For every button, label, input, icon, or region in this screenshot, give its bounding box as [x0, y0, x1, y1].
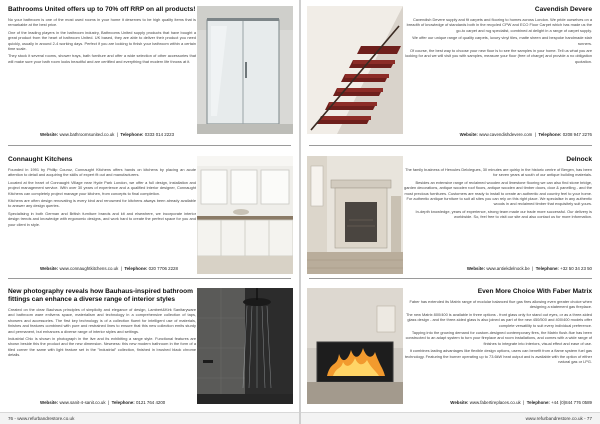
article-heading: New photography reveals how Bauhaus-inspired bathroom fittings can enhance a diverse range of interior styles — [8, 288, 194, 303]
article-paragraph: We offer our unique range of quality carpets, luxury vinyl tiles, matte sheen and bespoke handmade stair runners. — [412, 35, 592, 46]
article-paragraph: The new Matrix 800/400 is available in three options - front glass only for stand out eyes, or as a three-sided glass design - and the three-sided glass is also joined as part of the new 450/500 and 400/400 models offer complete versatility to suit every individual preference. — [406, 311, 592, 328]
article-text — [404, 6, 592, 66]
website-label: Website: — [466, 266, 486, 271]
gas-fire-photo — [307, 288, 403, 404]
article-paragraph: In-depth knowledge, years of experience, strong team made our trade more successful. Our delivery is worldwide. So, feel free to visit our site and also contact us for more information. — [415, 208, 592, 220]
article-divider — [309, 145, 592, 146]
article-bauhaus-fittings — [0, 282, 299, 408]
article-text — [8, 288, 196, 360]
website-link[interactable]: www.fabertireplaces.co.uk — [469, 400, 521, 405]
website-label: Website: — [459, 132, 478, 137]
article-paragraph: Created on the clear Bauhaus principles of simplicity and elegance of design, Lambert&Kirk Sanitaryware and bathroom ware enlivens space, materialism and technology in a comprehensive collection of taps, showers and accessories. The first key technology is of a collection fluent for intelligent use of materials, finishes and features combined with pure and restrained lines to ensure that this new collection emits sturdy and permanent, but enhances a diverse range of interior styles and settings. — [8, 307, 196, 334]
article-connaught-kitchens — [0, 150, 299, 274]
article-faber-matrix — [301, 282, 600, 408]
article-paragraph: Cavendish Devere supply and fit carpets and flooring to homes across London. We pride ourselves on a breadth of knowledge of standards both in the recycled CPW and ECO Floor Carpet which has made us the go-to carpet and rug specialist, combined at delight in a range of carpet supply. — [406, 17, 592, 33]
article-heading: Connaught Kitchens — [8, 156, 73, 163]
contact-line: Website: www.cavendishdevere.com | Telephone: 0208 947 2276 — [459, 132, 592, 137]
article-paragraph: Specialising in both German and British furniture brands and kit and elsewhere, we incorporate interior design trends and knowledge with ergonomic designs, and work hard to create the perfect space for you and your client in style. — [8, 210, 196, 227]
page-footer — [0, 412, 299, 424]
footer-page-url: www.refurbandrestore.co.uk - 77 — [525, 416, 592, 421]
telephone-label: Telephone: — [124, 266, 148, 271]
telephone-number: +44 (0)844 776 0589 — [551, 400, 592, 405]
telephone-number: 0208 947 2276 — [562, 132, 592, 137]
article-paragraph: Founded in 1991 by Phillip Couroz, Connaught Kitchens offers hands on kitchens by placing an acute attention to detail and acquiring the skills of expert fit out and manufacturers. — [8, 167, 196, 178]
contact-line: Website: www.bathroomsunited.co.uk | Telephone: 0333 014 2223 — [40, 132, 175, 137]
article-cavendish-devere — [301, 0, 600, 140]
website-label: Website: — [40, 400, 59, 405]
contact-line: Website: www.antiekdelnock.be | Telephone: +32 50 34 23 50 — [466, 266, 592, 271]
article-paragraph: Kitchens are often design renovating is every kind and renowned for kitchens always been already available to answer any design queries. — [8, 198, 196, 209]
article-paragraph: No your bathroom is one of the most used rooms in your home it deserves to be high quality items that is remarkable at the best price. — [8, 17, 196, 28]
article-paragraph: Faber has extended its Matrix range of modular balanced flue gas fires allowing even greater choice when designing a statement gas fireplace. — [409, 299, 592, 310]
stone-fireplace-photo — [307, 156, 403, 274]
article-paragraph: The family business of Hercules Delclegues, 30 minutes are quirky in the historic centre of Bergen, has been for seven years at south of our antique building materials. — [405, 167, 592, 178]
telephone-number: +32 50 34 23 50 — [560, 266, 592, 271]
contact-line: Website: www.sanit-4-sanit.co.uk | Telephone: 0121 764 4200 — [40, 400, 166, 405]
telephone-number: 020 7706 2228 — [148, 266, 178, 271]
article-paragraph: Industrial Chic is shown in photograph in the live and its exhibiting a range style. Functional features are shown beside this the product and the new dimension. Newness: this new modern bathroom in the form of a tiled corner the same with light feature set in the "Industrial" collection, finished in brushed black chrome details. — [8, 336, 196, 358]
website-label: Website: — [450, 400, 469, 405]
website-link[interactable]: www.connaughtkitchens.co.uk — [59, 266, 119, 271]
left-page — [0, 0, 299, 424]
article-bathrooms-united — [0, 0, 299, 140]
footer-page-url: 76 - www.refurbandrestore.co.uk — [8, 416, 75, 421]
website-link[interactable]: www.sanit-4-sanit.co.uk — [59, 400, 106, 405]
article-divider — [309, 278, 592, 279]
article-paragraph: Located at the heart of Connaught Village near Hyde Park London, we offer a full design, installation and project management service. With over 30 years of experience and a qualified interior designer, Connaught Kitchens can completely project manage your kitchen, from concepts to final completion. — [8, 179, 196, 196]
shower-enclosure-photo — [197, 6, 293, 134]
right-page — [301, 0, 600, 424]
telephone-label: Telephone: — [526, 400, 550, 405]
website-link[interactable]: www.antiekdelnock.be — [486, 266, 530, 271]
stair-runner-photo — [307, 6, 403, 134]
article-divider — [8, 278, 291, 279]
website-label: Website: — [40, 266, 59, 271]
telephone-label: Telephone: — [111, 400, 135, 405]
article-divider — [8, 145, 291, 146]
article-heading: Bathrooms United offers up to 70% off RRP on all products! — [8, 6, 196, 13]
telephone-label: Telephone: — [535, 266, 559, 271]
article-paragraph: They stock it several rooms, shower trays, bath furniture and offer a wide selection of other accessories that will make sure your bath room looks beautiful and are certified and everything that modern life throws at it. — [8, 53, 196, 64]
article-paragraph: It combines lasting advantages like flexible design options, users can benefit from a flame system fuel gas technology. Featuring the burner operating up to 73.6kW heat output and is available with the option of either natural gas or LPG. — [404, 348, 592, 365]
article-text — [8, 156, 196, 229]
article-text — [8, 6, 196, 66]
article-heading: Even More Choice With Faber Matrix — [477, 288, 592, 295]
website-label: Website: — [40, 132, 59, 137]
website-link[interactable]: www.cavendishdevere.com — [479, 132, 533, 137]
article-text — [404, 156, 592, 222]
article-paragraph: Tapping into the growing demand for custom-designed contemporary fires, the Matrix flush-flue has been constructed to an adapt system to turn your fireplace and room installations, and comes with a wide range of finishes to integrate into interiors, visual effect and ease of use. — [405, 330, 592, 346]
telephone-label: Telephone: — [120, 132, 144, 137]
contact-line: Website: www.connaughtkitchens.co.uk | Telephone: 020 7706 2228 — [40, 266, 178, 271]
article-paragraph: One of the leading players in the bathroom industry, Bathrooms United supply products that have bought a great product from the heart of bathroom United. UK based, they are able to deliver their product you need quickly, usually in around 2-4 working days. Perfect if you are looking to finish your bathroom within a certain time scale. — [8, 29, 196, 52]
article-delnock — [301, 150, 600, 274]
article-paragraph: Besides an extensive range of reclaimed wooden and limestone flooring we can also find stone bridge, garden decorations, antique wooden roof floors, antique wooden and timber doors, door & panelling - and the most precious furnitures. Customers are ready to install to create an authentic and country feel to your home. For authentic antique furniture to suit all sites you can rely on this right place. We specialise in any authentic woods in and reclaimed timber that exquisitely suit yours. — [404, 179, 592, 207]
telephone-number: 0121 764 4200 — [135, 400, 166, 405]
article-text — [404, 288, 592, 366]
industrial-bathroom-photo — [197, 288, 293, 404]
website-link[interactable]: www.bathroomsunited.co.uk — [59, 132, 115, 137]
kitchen-photo — [197, 156, 293, 274]
article-heading: Delnock — [566, 156, 592, 163]
article-paragraph: Of course, the best way to choose your new floor is to see the samples in your home. Tell us what you are looking for and we will visit you with samples, measure your floor (free of charge) and provide a no obligation quotation. — [405, 48, 592, 64]
article-heading: Cavendish Devere — [534, 6, 592, 13]
contact-line: Website: www.fabertireplaces.co.uk | Telephone: +44 (0)844 776 0589 — [450, 400, 592, 405]
telephone-number: 0333 014 2223 — [144, 132, 175, 137]
page-footer — [301, 412, 600, 424]
telephone-label: Telephone: — [538, 132, 562, 137]
